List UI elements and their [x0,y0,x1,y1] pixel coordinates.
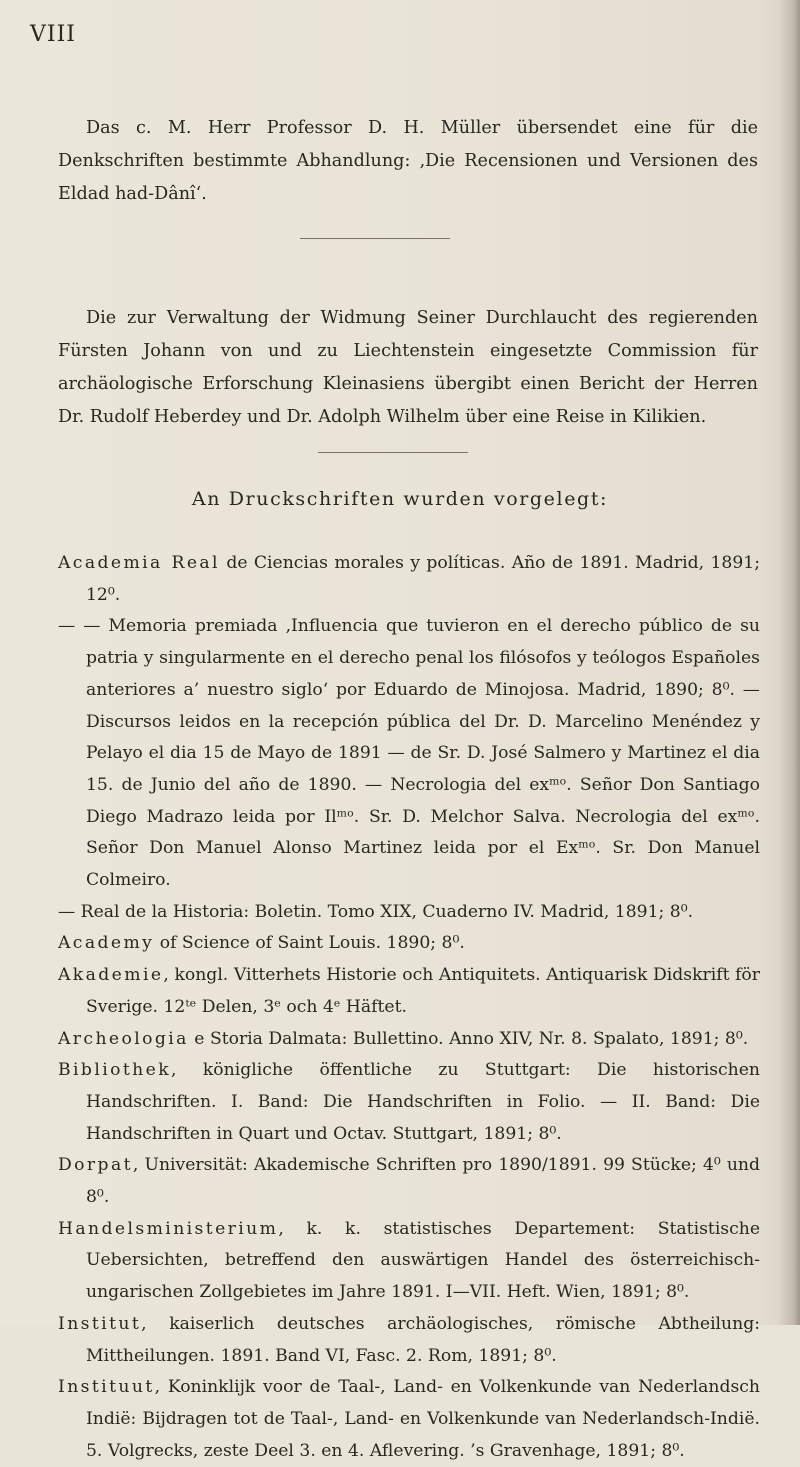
list-item [58,1214,760,1309]
entry-text: — — Memoria premiada ‚Influencia que tuvieron en el derecho público de su patria y singularmente en el derecho penal los filósofos y teólogos Españoles anteriores a’ nuestro siglo‘ por Eduardo de Minojosa. Madrid, 1890; 8⁰. — Discursos leidos en la recepción pública del Dr. D. Marcelino Menéndez y Pelayo el dia 15 de Mayo de 1891 — de Sr. D. José Salmero y Martinez el dia 15. de Junio del año de 1890. — Necrologia del exᵐᵒ. Señor Don Santiago Diego Madrazo leida por Ilᵐᵒ. Sr. D. Melchor Salva. Necrologia del exᵐᵒ. Señor Don Manuel Alonso Martinez leida por el Exᵐᵒ. Sr. Don Manuel Colmeiro. [58,616,760,891]
page-number: VIII [30,22,76,47]
separator-rule [318,452,468,453]
list-item [58,960,760,1023]
entry-lead: Academy [58,933,155,954]
list-item [58,1150,760,1213]
entry-text: , Koninklijk voor de Taal-, Land- en Volkenkunde van Nederlandsch Indië: Bijdragen tot de Taal-, Land- en Volkenkunde van Nederlandsch-Indië. 5. Volgrecks, zeste Deel 3. en 4. Aflevering. ’s Gravenhage, 1891; 8⁰. [86,1377,760,1461]
list-item [58,1372,760,1467]
list-item [58,548,760,611]
entry-text: e Storia Dalmata: Bullettino. Anno XIV, Nr. 8. Spalato, 1891; 8⁰. [188,1028,749,1049]
paragraph-mueller: Das c. M. Herr Professor D. H. Müller übersendet eine für die Denkschriften bestimmte Abhandlung: ‚Die Recensionen und Versionen des Eldad had-Dânî‘. [58,118,758,204]
entry-text: — Real de la Historia: Boletin. Tomo XIX, Cuaderno IV. Madrid, 1891; 8⁰. [58,901,694,922]
paragraph-commission: Die zur Verwaltung der Widmung Seiner Durchlaucht des regierenden Fürsten Johann von und zu Liechtenstein eingesetzte Commission für archäologische Erforschung Kleinasiens übergibt einen Bericht der Herren Dr. Rudolf Heberdey und Dr. Adolph Wilhelm über eine Reise in Kilikien. [58,308,758,427]
entry-lead: Academia Real [58,553,220,573]
list-item [58,928,760,960]
entry-lead: Archeologia [58,1028,189,1049]
entry-lead: Bibliothek [58,1060,172,1081]
entry-text: , Universität: Akademische Schriften pro 1890/1891. 99 Stücke; 4⁰ und 8⁰. [86,1155,760,1208]
list-item [58,1055,760,1150]
entry-text: de Ciencias morales y políticas. Año de 1891. Madrid, 1891; 12⁰. [86,553,760,605]
list-item [58,1024,760,1056]
list-item [58,897,760,929]
entry-lead: Institut [58,1313,142,1334]
entry-lead: Handelsministerium [58,1218,279,1239]
page-edge-shadow [778,0,800,1325]
entry-lead: Instituut [58,1377,155,1398]
list-item [58,611,760,896]
section-heading: An Druckschriften wurden vorgelegt: [191,488,609,510]
list-item [58,1309,760,1372]
entry-text: , k. k. statistisches Departement: Statistische Uebersichten, betreffend den auswärtigen Handel des österreichisch-ungarischen Zollgebietes im Jahre 1891. I—VII. Heft. Wien, 1891; 8⁰. [86,1218,760,1303]
entry-text: , kongl. Vitterhets Historie och Antiquitets. Antiquarisk Didskrift för Sverige. 12ᵗᵉ Delen, 3ᵉ och 4ᵉ Häftet. [86,965,760,1017]
publication-list [58,548,760,1467]
separator-rule [300,238,450,239]
entry-text: , königliche öffentliche zu Stuttgart: Die historischen Handschriften. I. Band: Die Handschriften in Folio. — II. Band: Die Handschriften in Quart und Octav. Stuttgart, 1891; 8⁰. [86,1060,760,1144]
entry-lead: Dorpat [58,1155,133,1176]
entry-text: of Science of Saint Louis. 1890; 8⁰. [154,933,465,954]
entry-lead: Akademie [58,965,164,986]
entry-text: , kaiserlich deutsches archäologisches, römische Abtheilung: Mittheilungen. 1891. Band VI, Fasc. 2. Rom, 1891; 8⁰. [86,1313,760,1366]
